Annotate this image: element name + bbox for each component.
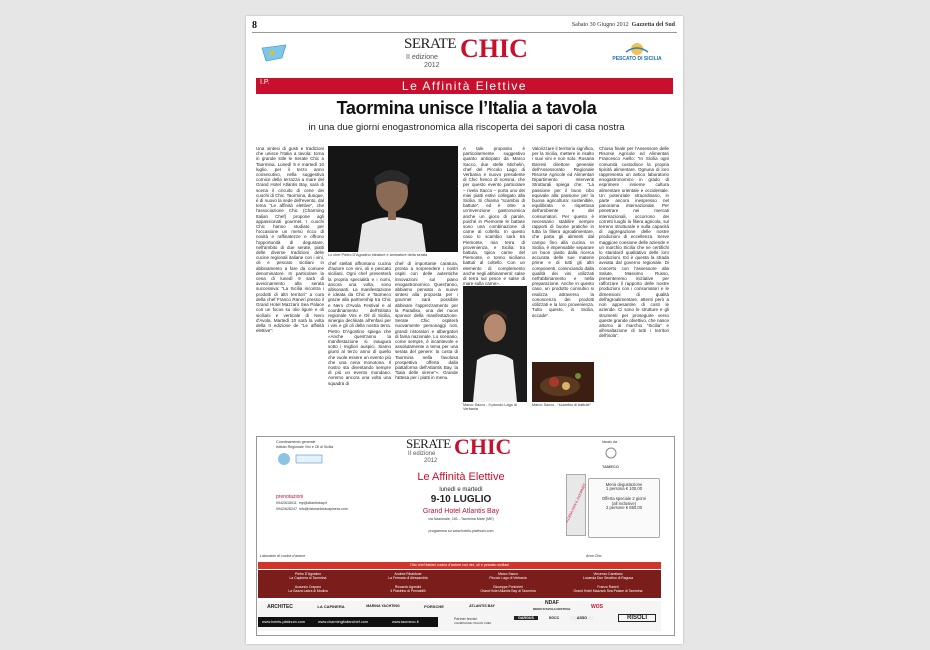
article-col-2: chef stellati affrontano cucina d'autore con vini, oli e pescato siciliani. Ogni chef presenterà la propria specialità e i nomi, ancora una volta, sono altisonanti. La manifestazione è ideata da Chic e Taomeco grazie alla partnership tra Chic e Nero d'Avola Festival e al coordinamento dell'Istituto regionale Vini e Oli di Sicilia, sinergia declinata all'enfasi per i vini e gli oli della nostra terra. Pietro D'Agostino spiega che «Anche quest'anno la manifestazione si inaugura sotto i migliori auspici. Siamo giunti al terzo anno di quello che vuole essere un evento più che una cena monotona. Il nostro sta diventando sempre di più un evento mondano. Avremo ancora una volta una squadra di bbox=[328, 261, 391, 386]
ad-logo-year: 2012 bbox=[424, 458, 438, 464]
chef-name: Andrea Ribaldone bbox=[394, 572, 422, 576]
chef-cell bbox=[358, 572, 458, 580]
menu1-price: 1 persona € 100,00 bbox=[605, 486, 643, 492]
menu2-note: (all inclusive) bbox=[611, 500, 637, 506]
chef-name: Riccardo Agostini bbox=[394, 585, 422, 589]
pescato-text: PESCATO DI SICILIA bbox=[612, 56, 662, 62]
email-2[interactable]: info@ristorantelacapinera.com bbox=[299, 507, 348, 511]
tameco-text: TAMECO bbox=[602, 464, 620, 469]
paper-name: Gazzetta del Sud bbox=[631, 22, 675, 28]
band-title: Le Affinità Elettive bbox=[401, 79, 528, 93]
chef-cell bbox=[558, 585, 658, 593]
partner-label: Partner tecnici bbox=[454, 617, 477, 621]
chef-portrait-image bbox=[328, 146, 458, 252]
ad-logo-edition: II edizione bbox=[408, 451, 436, 457]
chef-place: Locanda Don Serafino di Ragusa bbox=[583, 576, 633, 580]
menu2-price: 2 persone € 850,00 bbox=[605, 504, 643, 510]
logo-year: 2012 bbox=[424, 62, 440, 69]
chef-place: Grand Hotel Atlantis Bay di Taormina bbox=[480, 589, 536, 593]
sponsor-architec: ARCHITEC bbox=[267, 604, 293, 610]
header-rule bbox=[252, 32, 677, 33]
website-1[interactable]: www.hotels-platinum.com bbox=[262, 620, 306, 624]
tameco-logo bbox=[602, 446, 642, 469]
date-text: Sabato 30 Giugno 2012 bbox=[571, 22, 629, 28]
chef-place: Grand Hotel Mazzarò Sea Palace di Taormina bbox=[573, 589, 643, 593]
chef-cell bbox=[458, 585, 558, 593]
dish-photo bbox=[532, 362, 594, 402]
ad-days: lunedì e martedì bbox=[439, 487, 483, 493]
chef-band bbox=[258, 562, 661, 569]
sacco-photo bbox=[463, 286, 527, 402]
coord-org: Istituto Regionale Vini e Oli di Sicilia bbox=[276, 445, 334, 449]
dish-image bbox=[532, 362, 594, 402]
chef-name: Pietro D'Agostino bbox=[294, 572, 322, 576]
article-col-5: Valorizzare il territorio significa, per la Sicilia, mettere in risalto i suoi vini e non solo. Rosaria Barresi direttore generale dell'Assessorato Regionale Risorse Agricole ed Alimentari Dipartimento Interventi Strutturali spiega che: “La passione per il buon cibo equivale alla passione per la buona agricoltura: sostenibile, equilibrata e rispettosa dell'ambiente e dei consumatori. Per questo è necessario stabilire sempre rapporti di buone pratiche in tutta la filiera agroalimentare, che parta gli alimenti dal campo fino alla cucina. In Sicilia, è impensabile separare un buon piatto dalla ricerca accurata delle sue materie prime e di tutti gli altri componenti, cominciando dalla qualità dei vini utilizzati nell'abbinamento e nella preparazione. Anche in questo caso, un prodotto connubio si realizza attraverso la conoscenza dei prodotti utilizzati e la loro provenienza. Tutto questo, in Sicilia, accade”. bbox=[532, 146, 594, 318]
sponsor-porsche: PORSCHE bbox=[424, 604, 444, 609]
sponsor-marina: MARINA YACHTING bbox=[366, 604, 400, 608]
menu2-label: Offerta speciale 2 giorni bbox=[601, 496, 647, 502]
sicilia-map-logo bbox=[260, 42, 290, 64]
website-3[interactable]: www.taomeco.it bbox=[392, 620, 419, 624]
chef-list bbox=[258, 570, 661, 598]
email-1[interactable]: mp@atlantisbay.it bbox=[298, 501, 328, 505]
headline: Taormina unisce l’Italia a tavola bbox=[336, 98, 597, 118]
ad-dates: 9-10 LUGLIO bbox=[430, 494, 492, 505]
article-col-4: A tale proposito è particolarmente suggestivo quanto anticipato da Marco Sacco, due stelle Michelin, chef del Piccolo Lago di Verbania e nuovo presidente di Chic fresco di nomina, che per questo evento particolare – rivela Sacco – porta uno dei miei piatti estivi collegato alla Sicilia. Si chiama “scambio di battute”, ed è oltre a un'invenzione gastronomica anche un gioco di parole, poiché in Piemonte le battute sono una combinazione di carne al coltello. In questo caso lo scambio sarà tra Piemonte, mia terra di provenienza, e Sicilia: tra battuta, tipica carne del Piemonte, e tonno siciliano battuti al coltello. Con un elemento di complemento anche negli abbinamenti: salse di terra sul pesce e salse di mare sulla carne». bbox=[463, 146, 525, 287]
chef-cell bbox=[258, 572, 358, 580]
marco-sacco-image bbox=[463, 286, 527, 402]
article-col-1: Una sintesi di gusti e tradizioni che unisce l'Italia a tavola: torna in grande stile le Serate Chic a Taormina. Lunedì 9 e martedì 10 luglio, per il terzo anno consecutivo, nella suggestiva cornice della terrazza a mare del Grand Hotel Atlantis Bay, sarà di scena il circuito di cene dei cuochi di Chic. Taormina, dunque, è di nuovo la sede dell'evento, dal tema “Le affinità elettive”, che l'associazione Chic (Charming Italian Chef) propone agli appassionati gourmet. I cuochi Chic hanno studiato per l'occasione un menù ricco di novità e raffinatezze e offrono l'opportunità di degustare, nell'ambito di due serate, piatti delle diverse tradizioni delle cucine regionali italiane con i vini, oli e pescato siciliani in abbinamento a fare da comune denominatore. In particolare la cena di lunedì 9 sarà di avvicinamento alla serata successiva: “La Sicilia incontra i prodotti di altri territori” a cura della chef Franco Raneri presso il Grand Hotel Mazzarò Sea Palace con un focus su olio ligure e oli siciliani e verticale di Nero d'Avola. Martedì 10 sarà la volta della II edizione de “Le affinità elettive”: bbox=[256, 146, 324, 334]
phone-1: 0942/618011 bbox=[276, 501, 297, 505]
chef-name: Franco Raneri bbox=[597, 585, 619, 589]
booking-line-2 bbox=[276, 507, 386, 511]
ad-logo-serate: SERATE bbox=[406, 436, 451, 451]
coord-logos bbox=[276, 452, 356, 466]
area-label: Area Chic bbox=[586, 554, 602, 558]
partner-sgcc: SGCC bbox=[548, 616, 560, 620]
sponsor-atlantis: ATLANTIS BAY bbox=[469, 604, 495, 608]
menu-box bbox=[588, 478, 660, 538]
chef-name: Giuseppe Pontorieri bbox=[493, 585, 523, 589]
ideato-label: Ideato da bbox=[602, 440, 617, 444]
partner-sub: CHAMPAGNE ITALIAN CHEF bbox=[454, 621, 492, 625]
chef-cell bbox=[258, 585, 358, 593]
sacco-caption: Marco Sacco - Il piccolo Lago di Verbania bbox=[463, 403, 517, 411]
date-line bbox=[572, 22, 675, 28]
booking-label: prenotazioni bbox=[276, 494, 304, 500]
chef-place: La Fermata di Alessandria bbox=[388, 576, 428, 580]
partner-risoli: RISOLI bbox=[618, 614, 656, 622]
chef-name: Vincenzo Candiano bbox=[593, 572, 623, 576]
subheadline: in una due giorni enogastronomica alla riscoperta dei sapori di casa nostra bbox=[308, 122, 625, 133]
ad-logo-chic: CHIC bbox=[454, 434, 512, 459]
article-col-3: chef di importante caratura, pronta a sorprendere i nostri ospiti con delle autentiche innovazioni sul piano enogastronomico. Quest'anno, abbiamo pensato a nuove sintesi alla proposta per i gourmet sarà possibile abbinare l'apprezzamento per la Paradiso, una dei nuovi sponsor della manifestazione. Serate Chic ospiterà nuovamente personaggi noti, grandi ristoratori e albergatori di fama nazionale. Lo scenario, come sempre, è incantevole e assolutamente a tema per una serata del genere: la costa di Taormina nella favolosa prospettiva offerta dalla piattaforma dell'Atlantis Bay, la “baia delle sirene”». Grande l'attesa per i piatti in menu. bbox=[395, 261, 458, 381]
main-photo bbox=[328, 146, 458, 252]
logo-chic: CHIC bbox=[460, 34, 528, 63]
chef-place: La Capinera di Taormina bbox=[289, 576, 327, 580]
ad-serate-chic-logo bbox=[406, 436, 516, 470]
partner-gargus: GARGUS bbox=[514, 616, 538, 620]
chef-cell bbox=[458, 572, 558, 580]
ip-label: I.P. bbox=[260, 79, 270, 86]
chef-cell bbox=[358, 585, 458, 593]
chef-name: Marco Sacco bbox=[498, 572, 518, 576]
chef-band-text: Otto chef italiani cucina d'autore con vini, oli e pescato siciliani bbox=[410, 563, 509, 567]
newspaper-page bbox=[246, 16, 683, 644]
main-photo-caption: Lo chef Pietro D'Agostino ideatore e animatore della serata bbox=[328, 253, 428, 257]
sponsor-capinera: LA CAPINERA bbox=[317, 604, 345, 609]
chef-place: Il Piastrino di Pennabilli bbox=[390, 589, 426, 593]
sponsor-wos: WOS bbox=[591, 604, 603, 610]
ad-venue: Grand Hotel Atlantis Bay bbox=[422, 508, 500, 515]
ad-title: Le Affinità Elettive bbox=[417, 471, 505, 483]
gourmet-badge bbox=[566, 474, 586, 536]
partner-asso: ASSO bbox=[570, 616, 594, 620]
gourmet-badge-text: A CENA CON IL GOURMET bbox=[565, 482, 587, 524]
chef-place: La Gazza Ladra di Modica bbox=[288, 589, 328, 593]
logo-serate: SERATE bbox=[404, 36, 457, 52]
coord-label: Coordinamento generale bbox=[276, 440, 316, 444]
ad-address: via Nazionale, 161 - Taormina Mare (ME) bbox=[428, 517, 494, 521]
sponsor-ndaf: NDAF bbox=[545, 600, 559, 606]
phone-2: 0942/626247 bbox=[276, 507, 297, 511]
chef-place: Piccolo Lago di Verbania bbox=[489, 576, 527, 580]
sponsor-ndaf-festival: NERO D'AVOLA FESTIVAL bbox=[533, 607, 571, 611]
logo-edition: II edizione bbox=[406, 54, 438, 61]
booking-line-1 bbox=[276, 501, 386, 505]
page-number: 8 bbox=[252, 20, 257, 31]
website-bar bbox=[258, 617, 438, 627]
menu1-label: Menù degustazione bbox=[605, 482, 643, 487]
chef-name: Accursio Craparo bbox=[294, 585, 322, 589]
pescato-logo bbox=[602, 42, 672, 66]
serate-chic-logo bbox=[404, 36, 534, 76]
dish-caption: Marco Sacco - “scambio di battute” bbox=[532, 403, 591, 407]
article-col-6: Chiosa finale per l'Assessore delle Risorse Agricole ed Alimentari Francesco Aiello: “In Sicilia ogni comunità custodisce la propria tipicità alimentare. Ognuna di loro rappresenta un antico laboratorio enogastronomico in grado di esprimere insieme cultura alimentare orientale e occidentale. Un potenziale straordinario, in parte ancora inespresso nel panorama internazionale. Per penetrare nei mercati internazionali, occorrono dei corretti luoghi la filiera agricola, sul terreno strutturale e sulla capacità di aggregazione delle nostre produzioni di eccellenza. Serve maggiore coesione delle aziende e un marchio Sicilia che ne certifichi lo standard qualitativo delle loro produzioni. Ed è questa la strada avviata dal governo regionale. Di concerto con l'assessore alla Salute, Massimo Russo, presenteremo iniziative per rafforzare il rapporto delle nostre produzioni con i consumatori e le dimensioni di qualità dell'agroalimentare, attenti però a non appesantire di costi le aziende. Ci sono le strutture e gli strumenti per proseguire verso queste grande obiettivo, che nasce attorno al marchio “Sicilia” e all'esaltazione di tutti i territori dell'isola”. bbox=[599, 146, 669, 339]
website-2[interactable]: www.charmingitalianchef.com bbox=[318, 620, 369, 624]
lab-label: Laboratori di cucina d'autore bbox=[260, 554, 306, 558]
chef-cell bbox=[558, 572, 658, 580]
ad-program: programma su www.hotels-platinum.com bbox=[428, 529, 494, 533]
